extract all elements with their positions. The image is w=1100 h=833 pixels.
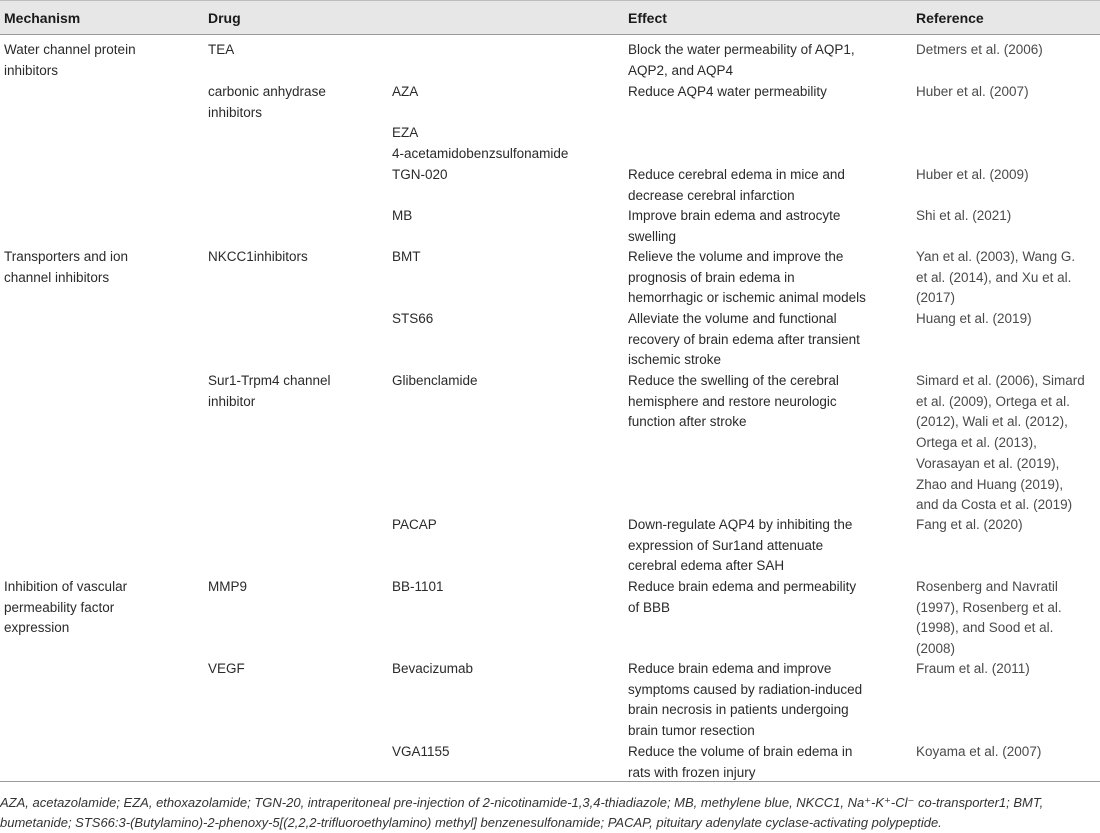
effect-cell: Reduce the volume of brain edema in rats with frozen injury [628,744,853,780]
effect-cell: Block the water permeability of AQP1, AQP2, and AQP4 [628,42,855,78]
reference-cell: Yan et al. (2003), Wang G. et al. (2014), and Xu et al. (2017) [916,249,1076,306]
reference-cell: Huang et al. (2019) [916,311,1032,326]
mechanism-cell: Water channel protein inhibitors [4,42,136,78]
drug-cell: PACAP [392,517,437,532]
effect-cell: Alleviate the volume and functional recovery of brain edema after transient ischemic stroke [628,311,860,368]
effect-cell: Reduce AQP4 water permeability [628,84,827,99]
drug-cell: Glibenclamide [392,373,478,388]
effect-cell: Reduce cerebral edema in mice and decrease cerebral infarction [628,167,845,203]
drug-class-cell: MMP9 [208,579,248,594]
header-effect: Effect [628,10,667,26]
reference-cell: Fraum et al. (2011) [916,661,1030,676]
drug-cell: EZA 4-acetamidobenzsulfonamide [392,125,569,161]
effect-cell: Reduce brain edema and permeability of BBB [628,579,857,615]
drug-cell: VGA1155 [392,744,450,759]
effect-cell: Reduce the swelling of the cerebral hemisphere and restore neurologic function after stroke [628,373,839,430]
header-drug: Drug [208,10,241,26]
drug-class-cell: carbonic anhydrase inhibitors [208,84,326,120]
drug-cell: Bevacizumab [392,661,474,676]
drug-cell: TGN-020 [392,167,448,182]
table-header [0,0,1100,35]
effect-cell: Down-regulate AQP4 by inhibiting the expression of Sur1and attenuate cerebral edema after SAH [628,517,853,574]
reference-cell: Shi et al. (2021) [916,208,1012,223]
drug-class-cell: TEA [208,42,235,57]
table-bottom-rule [0,781,1100,782]
drug-class-cell: Sur1-Trpm4 channel inhibitor [208,373,331,409]
mechanism-cell: Inhibition of vascular permeability factor expression [4,579,128,636]
drug-cell: AZA [392,84,419,99]
drug-cell: BMT [392,249,421,264]
reference-cell: Huber et al. (2009) [916,167,1029,182]
reference-cell: Koyama et al. (2007) [916,744,1042,759]
mechanism-cell: Transporters and ion channel inhibitors [4,249,129,285]
header-reference: Reference [916,10,984,26]
drug-cell: STS66 [392,311,434,326]
reference-cell: Detmers et al. (2006) [916,42,1043,57]
drug-cell: BB-1101 [392,579,444,594]
reference-cell: Fang et al. (2020) [916,517,1023,532]
drug-class-cell: NKCC1inhibitors [208,249,308,264]
effect-cell: Improve brain edema and astrocyte swelling [628,208,841,244]
header-mechanism: Mechanism [4,10,81,26]
reference-cell: Rosenberg and Navratil (1997), Rosenberg et al. (1998), and Sood et al. (2008) [916,579,1062,657]
drug-cell: MB [392,208,413,223]
effect-cell: Relieve the volume and improve the prognosis of brain edema in hemorrhagic or ischemic animal models [628,249,866,306]
reference-cell: Huber et al. (2007) [916,84,1029,99]
drug-class-cell: VEGF [208,661,245,676]
effect-cell: Reduce brain edema and improve symptoms caused by radiation-induced brain necrosis in patients undergoing brain tumor resection [628,661,863,739]
reference-cell: Simard et al. (2006), Simard et al. (2009), Ortega et al. (2012), Wali et al. (2012), Ortega et al. (2013), Vorasayan et al. (2019), Zhao and Huang (2019), and da Costa et al. (2019) [916,373,1085,513]
table-footnote: AZA, acetazolamide; EZA, ethoxazolamide; TGN-20, intraperitoneal pre-injection of 2-nicotinamide-1,3,4-thiadiazole; MB, methylene blue, NKCC1, Na⁺-K⁺-Cl⁻ co-transporter1; BMT, bumetanide; STS66:3-(Butylamino)-2-phenoxy-5[(2,2,2-trifluoroethylamino) methyl] benzenesulfonamide; PACAP, pituitary adenylate cyclase-activating polypeptide. [0,795,1044,830]
